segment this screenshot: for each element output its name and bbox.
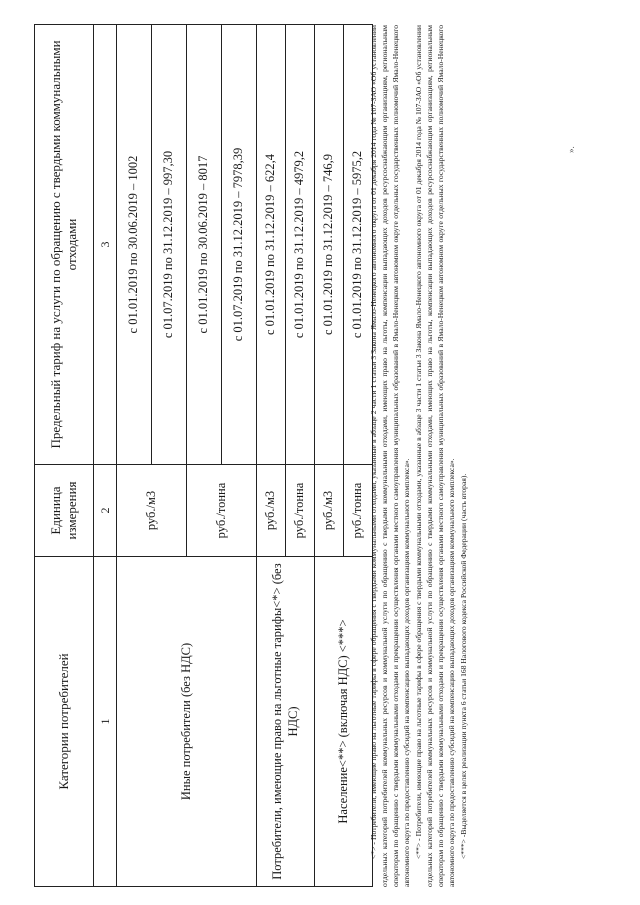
tariff-cell: с 01.01.2019 по 30.06.2019 – 1002 bbox=[117, 25, 152, 465]
tariff-cell: с 01.07.2019 по 31.12.2019 – 7978,39 bbox=[222, 25, 257, 465]
header-category: Категории потребителей bbox=[35, 557, 94, 887]
footnote: <**> - Потребители, имеющие право на льготные тарифы в сфере обращения с твердыми коммунальными отходами, указанные в абзаце 3 части 1 статьи 3 Закона Ямало-Ненецкого автономного округа от 01 декабря 2014 года № 107-ЗАО «Об установлении отдельных категорий потребителей коммунальных ресурсов и коммунальной услуги по обращению с твердыми коммунальными отходами, имеющих право на льготы, компенсации выпадающих доходов ресурсоснабжающим организациям, региональным операторам по обращению с твердыми коммунальными отходами и прекращении осуществления органами местного самоуправления муниципальных образований в Ямало-Ненецком автономном округе отдельных государственных полномочий Ямало-Ненецкого автономного округа по предоставлению субсидий на компенсацию выпадающих доходов организациям коммунального комплекса». bbox=[414, 25, 456, 887]
tariff-cell: с 01.01.2019 по 31.12.2019 – 4979,2 bbox=[286, 25, 315, 465]
tariff-cell: с 01.01.2019 по 30.06.2019 – 8017 bbox=[187, 25, 222, 465]
unit-cell: руб./м3 bbox=[117, 465, 187, 557]
column-number-row bbox=[94, 25, 117, 887]
tariff-table bbox=[34, 24, 373, 887]
footnotes bbox=[368, 25, 470, 887]
category-cell: Население<**> (включая НДС) <***> bbox=[315, 557, 373, 887]
tariff-cell: с 01.01.2019 по 31.12.2019 – 5975,2 bbox=[344, 25, 373, 465]
closing-quote-mark: ». bbox=[566, 146, 576, 153]
category-cell: Иные потребители (без НДС) bbox=[117, 557, 257, 887]
unit-cell: руб./м3 bbox=[315, 465, 344, 557]
column-number: 1 bbox=[94, 557, 117, 887]
column-number: 2 bbox=[94, 465, 117, 557]
table-row bbox=[117, 25, 152, 887]
table-header-row bbox=[35, 25, 94, 887]
table-row bbox=[315, 25, 344, 887]
header-tariff: Предельный тариф на услуги по обращению с твердыми коммунальными отходами bbox=[35, 25, 94, 465]
category-cell: Потребители, имеющие право на льготные тарифы<*> (без НДС) bbox=[257, 557, 315, 887]
unit-cell: руб./тонна bbox=[344, 465, 373, 557]
unit-cell: руб./тонна bbox=[286, 465, 315, 557]
header-unit: Единица измерения bbox=[35, 465, 94, 557]
tariff-cell: с 01.01.2019 по 31.12.2019 – 622,4 bbox=[257, 25, 286, 465]
column-number: 3 bbox=[94, 25, 117, 465]
footnote: <*> - Потребители, имеющие право на льготные тарифы в сфере обращения с твердыми коммунальными отходами, указанные в абзаце 2 части 1 статьи 3 Закона Ямало-Ненецкого автономного округа от 01 декабря 2014 года № 107-ЗАО «Об установлении отдельных категорий потребителей коммунальных ресурсов и коммунальной услуги по обращению с твердыми коммунальными отходами, имеющих право на льготы, компенсации выпадающих доходов ресурсоснабжающим организациям, региональным операторам по обращению с твердыми коммунальными отходами и прекращении осуществления органами местного самоуправления муниципальных образований в Ямало-Ненецком автономном округе отдельных государственных полномочий Ямало-Ненецкого автономного округа по предоставлению субсидий на компенсацию выпадающих доходов организациям коммунального комплекса». bbox=[369, 25, 411, 887]
unit-cell: руб./м3 bbox=[257, 465, 286, 557]
tariff-cell: с 01.01.2019 по 31.12.2019 – 746,9 bbox=[315, 25, 344, 465]
tariff-cell: с 01.07.2019 по 31.12.2019 – 997,30 bbox=[152, 25, 187, 465]
table-row bbox=[257, 25, 286, 887]
footnote: <***> -Выделяется в целях реализации пункта 6 статьи 168 Налогового кодекса Российской Федерации (часть вторая). bbox=[459, 473, 468, 859]
unit-cell: руб./тонна bbox=[187, 465, 257, 557]
